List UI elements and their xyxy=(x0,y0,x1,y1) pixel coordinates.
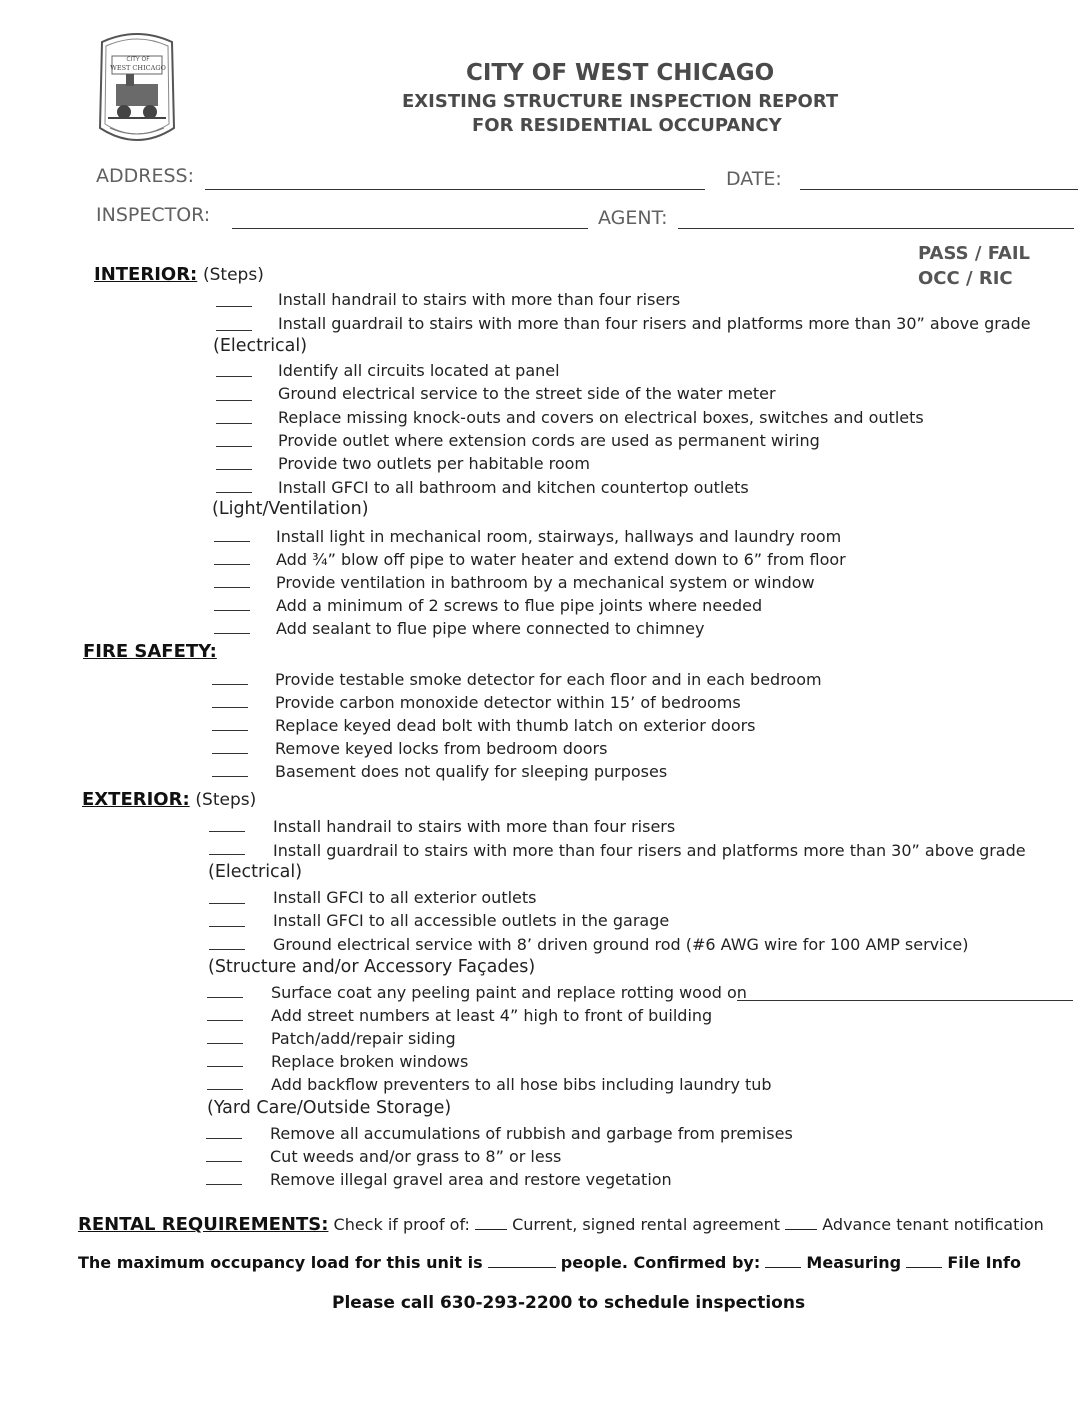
checkbox-blank[interactable] xyxy=(209,854,245,855)
checkbox-blank[interactable] xyxy=(216,469,252,470)
checkbox-blank[interactable] xyxy=(209,903,245,904)
list-item: Add sealant to flue pipe where connected to chimney xyxy=(276,619,705,638)
list-item: Remove all accumulations of rubbish and garbage from premises xyxy=(270,1124,793,1143)
checkbox-blank[interactable] xyxy=(207,1066,243,1067)
checkbox-blank[interactable] xyxy=(206,1184,242,1185)
list-item: Add a minimum of 2 screws to flue pipe joints where needed xyxy=(276,596,763,615)
checkbox-blank[interactable] xyxy=(209,831,245,832)
rental-option-notification: Advance tenant notification xyxy=(822,1215,1044,1234)
list-item: Ground electrical service to the street side of the water meter xyxy=(278,384,776,403)
list-item: Install GFCI to all bathroom and kitchen countertop outlets xyxy=(278,478,749,497)
checkbox-blank[interactable] xyxy=(216,423,252,424)
date-label: DATE: xyxy=(726,168,782,190)
list-item: Provide carbon monoxide detector within 15’ of bedrooms xyxy=(275,693,741,712)
checkbox-blank[interactable] xyxy=(212,730,248,731)
checkbox-blank[interactable] xyxy=(214,541,250,542)
checkbox-blank[interactable] xyxy=(207,1043,243,1044)
city-seal-logo xyxy=(96,28,178,146)
list-item: Install GFCI to all accessible outlets in the garage xyxy=(273,911,670,930)
logo-text-top: CITY OF xyxy=(126,56,150,63)
fire-safety-title: FIRE SAFETY: xyxy=(83,641,217,662)
list-item: Add street numbers at least 4” high to front of building xyxy=(271,1006,713,1025)
list-item: Provide testable smoke detector for each floor and in each bedroom xyxy=(275,670,822,689)
address-label: ADDRESS: xyxy=(96,165,194,187)
rental-requirements-row xyxy=(78,1214,1044,1235)
interior-title: INTERIOR: xyxy=(94,264,198,285)
list-item: Provide two outlets per habitable room xyxy=(278,454,591,473)
checkbox-blank[interactable] xyxy=(216,400,252,401)
list-item: Surface coat any peeling paint and replace rotting wood on xyxy=(271,983,747,1002)
list-item: Patch/add/repair siding xyxy=(271,1029,456,1048)
page-subtitle-1: EXISTING STRUCTURE INSPECTION REPORT xyxy=(402,91,839,112)
checkbox-blank[interactable] xyxy=(216,306,252,307)
interior-electrical-label: (Electrical) xyxy=(213,336,308,356)
list-item: Install light in mechanical room, stairways, hallways and laundry room xyxy=(276,527,842,546)
occupancy-middle: people. Confirmed by: xyxy=(560,1253,761,1272)
agent-label: AGENT: xyxy=(598,207,668,229)
list-item: Install handrail to stairs with more than four risers xyxy=(273,817,676,836)
list-item: Replace broken windows xyxy=(271,1052,469,1071)
checkbox-blank[interactable] xyxy=(214,587,250,588)
list-item: Replace missing knock-outs and covers on electrical boxes, switches and outlets xyxy=(278,408,924,427)
occupancy-option-file-info: File Info xyxy=(947,1253,1021,1272)
checkbox-blank[interactable] xyxy=(212,684,248,685)
checkbox-blank[interactable] xyxy=(206,1138,242,1139)
rental-option-agreement: Current, signed rental agreement xyxy=(512,1215,781,1234)
agent-field[interactable] xyxy=(678,228,1074,229)
checkbox-blank[interactable] xyxy=(212,776,248,777)
list-item: Ground electrical service with 8’ driven ground rod (#6 AWG wire for 100 AMP service) xyxy=(273,935,969,954)
checkbox-blank[interactable] xyxy=(206,1161,242,1162)
exterior-title: EXTERIOR: xyxy=(82,789,190,810)
occupancy-row xyxy=(78,1253,1021,1272)
exterior-yard-label: (Yard Care/Outside Storage) xyxy=(207,1098,452,1118)
rental-agreement-blank[interactable] xyxy=(475,1228,507,1230)
surface-coat-location-field[interactable] xyxy=(737,1000,1073,1001)
tenant-notification-blank[interactable] xyxy=(785,1228,817,1230)
page-title: CITY OF WEST CHICAGO xyxy=(466,60,775,86)
file-info-blank[interactable] xyxy=(906,1266,942,1268)
schedule-call-text: Please call 630-293-2200 to schedule inspections xyxy=(332,1293,806,1313)
list-item: Identify all circuits located at panel xyxy=(278,361,560,380)
exterior-electrical-label: (Electrical) xyxy=(208,862,303,882)
checkbox-blank[interactable] xyxy=(212,753,248,754)
list-item: Add backflow preventers to all hose bibs including laundry tub xyxy=(271,1075,772,1094)
checkbox-blank[interactable] xyxy=(214,633,250,634)
exterior-heading xyxy=(82,789,256,810)
pass-fail-label: PASS / FAIL xyxy=(918,243,1031,264)
address-field[interactable] xyxy=(205,189,705,190)
occupancy-count-blank[interactable] xyxy=(488,1266,556,1268)
list-item: Cut weeds and/or grass to 8” or less xyxy=(270,1147,562,1166)
interior-heading xyxy=(94,264,264,285)
page-subtitle-2: FOR RESIDENTIAL OCCUPANCY xyxy=(472,115,782,136)
checkbox-blank[interactable] xyxy=(216,376,252,377)
list-item: Install guardrail to stairs with more than four risers and platforms more than 30” above grade xyxy=(278,314,1031,333)
exterior-structure-label: (Structure and/or Accessory Façades) xyxy=(208,957,536,977)
rental-requirements-title: RENTAL REQUIREMENTS: xyxy=(78,1214,329,1235)
checkbox-blank[interactable] xyxy=(212,707,248,708)
checkbox-blank[interactable] xyxy=(216,492,252,493)
occupancy-option-measuring: Measuring xyxy=(806,1253,902,1272)
list-item: Remove keyed locks from bedroom doors xyxy=(275,739,608,758)
list-item: Install GFCI to all exterior outlets xyxy=(273,888,537,907)
list-item: Basement does not qualify for sleeping purposes xyxy=(275,762,668,781)
list-item: Install handrail to stairs with more than four risers xyxy=(278,290,681,309)
interior-steps-label: (Steps) xyxy=(203,265,264,285)
list-item: Remove illegal gravel area and restore vegetation xyxy=(270,1170,672,1189)
inspector-field[interactable] xyxy=(232,228,588,229)
measuring-blank[interactable] xyxy=(765,1266,801,1268)
checkbox-blank[interactable] xyxy=(216,446,252,447)
interior-light-label: (Light/Ventilation) xyxy=(212,499,369,519)
checkbox-blank[interactable] xyxy=(214,564,250,565)
checkbox-blank[interactable] xyxy=(207,1089,243,1090)
checkbox-blank[interactable] xyxy=(209,926,245,927)
checkbox-blank[interactable] xyxy=(216,330,252,331)
list-item: Provide outlet where extension cords are used as permanent wiring xyxy=(278,431,820,450)
checkbox-blank[interactable] xyxy=(214,610,250,611)
exterior-steps-label: (Steps) xyxy=(195,790,257,810)
list-item: Provide ventilation in bathroom by a mechanical system or window xyxy=(276,573,815,592)
list-item: Install guardrail to stairs with more than four risers and platforms more than 30” above grade xyxy=(273,841,1026,860)
checkbox-blank[interactable] xyxy=(209,949,245,950)
list-item: Replace keyed dead bolt with thumb latch on exterior doors xyxy=(275,716,756,735)
list-item: Add ¾” blow off pipe to water heater and extend down to 6” from floor xyxy=(276,550,846,569)
occupancy-prefix: The maximum occupancy load for this unit is xyxy=(78,1253,483,1272)
date-field[interactable] xyxy=(800,189,1078,190)
checkbox-blank[interactable] xyxy=(207,997,243,998)
checkbox-blank[interactable] xyxy=(207,1020,243,1021)
occ-ric-label: OCC / RIC xyxy=(918,268,1013,289)
inspector-label: INSPECTOR: xyxy=(96,204,211,226)
logo-text-main: WEST CHICAGO xyxy=(110,64,166,72)
rental-check-text: Check if proof of: xyxy=(333,1215,470,1234)
